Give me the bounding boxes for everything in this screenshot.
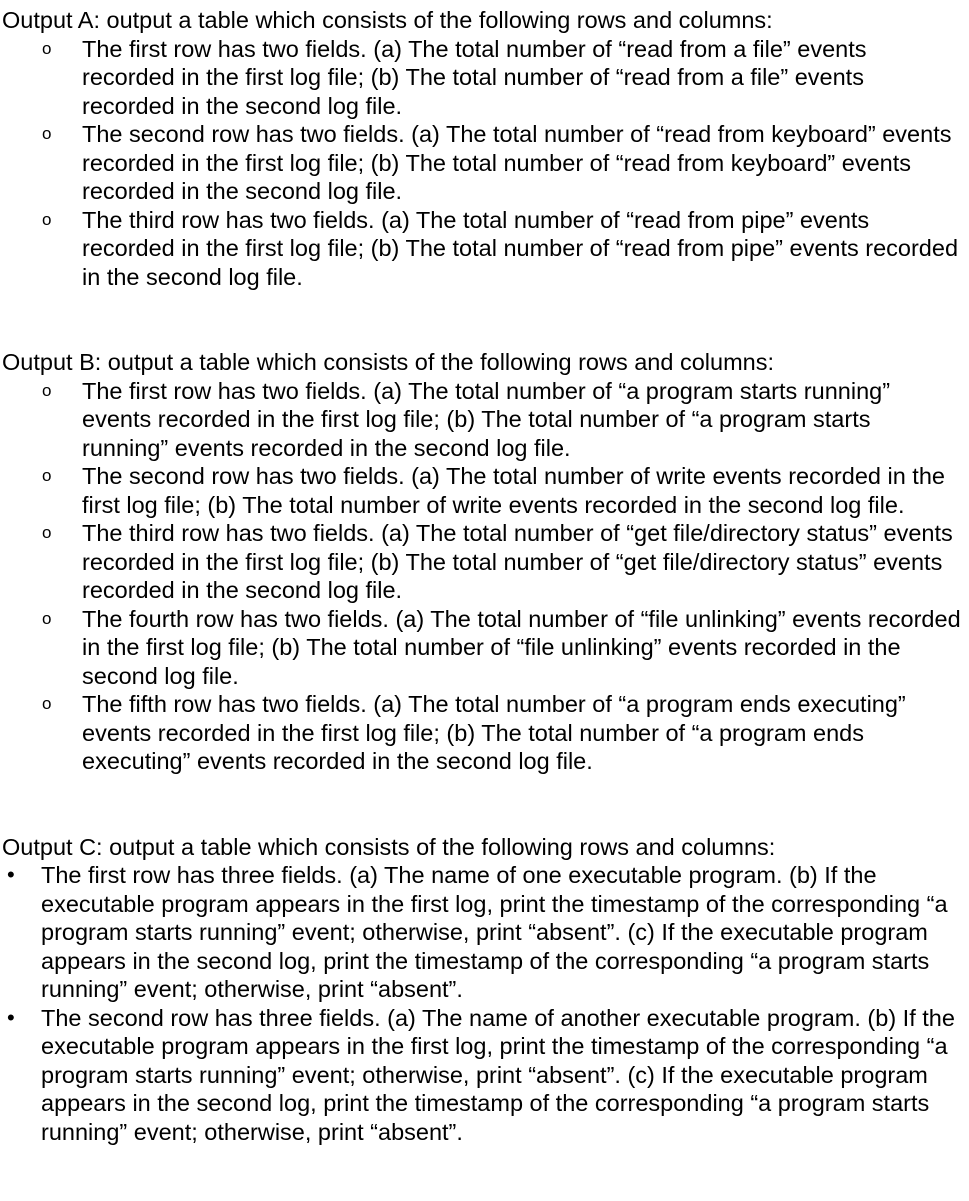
disc-bullet-icon: •: [7, 862, 15, 887]
list-item: [0, 206, 969, 292]
list-item: [0, 605, 969, 691]
list-item: [0, 462, 969, 519]
list-item: [0, 519, 969, 605]
circle-bullet-icon: o: [42, 694, 52, 713]
circle-bullet-icon: o: [42, 380, 52, 400]
section-spacer: [0, 776, 969, 833]
list-item: [0, 690, 969, 776]
section-spacer: [0, 291, 969, 348]
list-item-text: The third row has two fields. (a) The total number of “get file/directory status” events recorded in the first log file; (b) The total number of “get file/directory status” events recorded in the second log file.: [82, 520, 953, 603]
disc-bullet-icon: •: [7, 1004, 15, 1030]
output-a-heading: Output A: output a table which consists of the following rows and columns:: [2, 7, 773, 33]
list-item: [0, 1004, 969, 1147]
output-c-section: [0, 833, 969, 1147]
output-c-heading: Output C: output a table which consists of the following rows and columns:: [2, 833, 776, 860]
output-c-list: [0, 861, 969, 1146]
list-item-text: The first row has two fields. (a) The total number of “a program starts running” events recorded in the first log file; (b) The total number of “a program starts running” events recorded in the second log file.: [82, 377, 891, 461]
circle-bullet-icon: o: [42, 209, 52, 229]
list-item-text: The fourth row has two fields. (a) The total number of “file unlinking” events recorded in the first log file; (b) The total number of “file unlinking” events recorded in the second log file.: [82, 605, 961, 689]
list-item: [0, 35, 969, 121]
circle-bullet-icon: o: [42, 124, 52, 143]
list-item: [0, 861, 969, 1004]
output-b-list: [0, 377, 969, 776]
list-item: [0, 120, 969, 206]
list-item-text: The first row has three fields. (a) The name of one executable program. (b) If the executable program appears in the first log, print the timestamp of the corresponding “a program starts running” event; otherwise, print “absent”. (c) If the executable program appears in the second log, print the timestamp of the corresponding “a program starts running” event; otherwise, print “absent”.: [41, 862, 948, 1002]
list-item: [0, 377, 969, 463]
circle-bullet-icon: o: [42, 608, 52, 628]
document: [0, 6, 969, 1146]
circle-bullet-icon: o: [42, 38, 52, 58]
circle-bullet-icon: o: [42, 466, 52, 485]
circle-bullet-icon: o: [42, 523, 52, 542]
output-b-heading: Output B: output a table which consists of the following rows and columns:: [2, 349, 775, 375]
list-item-text: The second row has two fields. (a) The total number of write events recorded in the first log file; (b) The total number of write events recorded in the second log file.: [82, 463, 945, 518]
list-item-text: The first row has two fields. (a) The total number of “read from a file” events recorded in the first log file; (b) The total number of “read from a file” events recorded in the second log file.: [82, 35, 867, 119]
list-item-text: The third row has two fields. (a) The total number of “read from pipe” events recorded in the first log file; (b) The total number of “read from pipe” events recorded in the second log file.: [82, 206, 959, 290]
list-item-text: The fifth row has two fields. (a) The total number of “a program ends executing” events recorded in the first log file; (b) The total number of “a program ends executing” events recorded in the second log file.: [82, 691, 906, 774]
output-a-list: [0, 35, 969, 292]
list-item-text: The second row has three fields. (a) The name of another executable program. (b) If the executable program appears in the first log, print the timestamp of the corresponding “a program starts running” event; otherwise, print “absent”. (c) If the executable program appears in the second log, print the timestamp of the corresponding “a program starts running” event; otherwise, print “absent”.: [41, 1004, 955, 1145]
output-b-section: [0, 348, 969, 776]
list-item-text: The second row has two fields. (a) The total number of “read from keyboard” events recorded in the first log file; (b) The total number of “read from keyboard” events recorded in the second log file.: [82, 121, 952, 204]
output-a-section: [0, 6, 969, 291]
